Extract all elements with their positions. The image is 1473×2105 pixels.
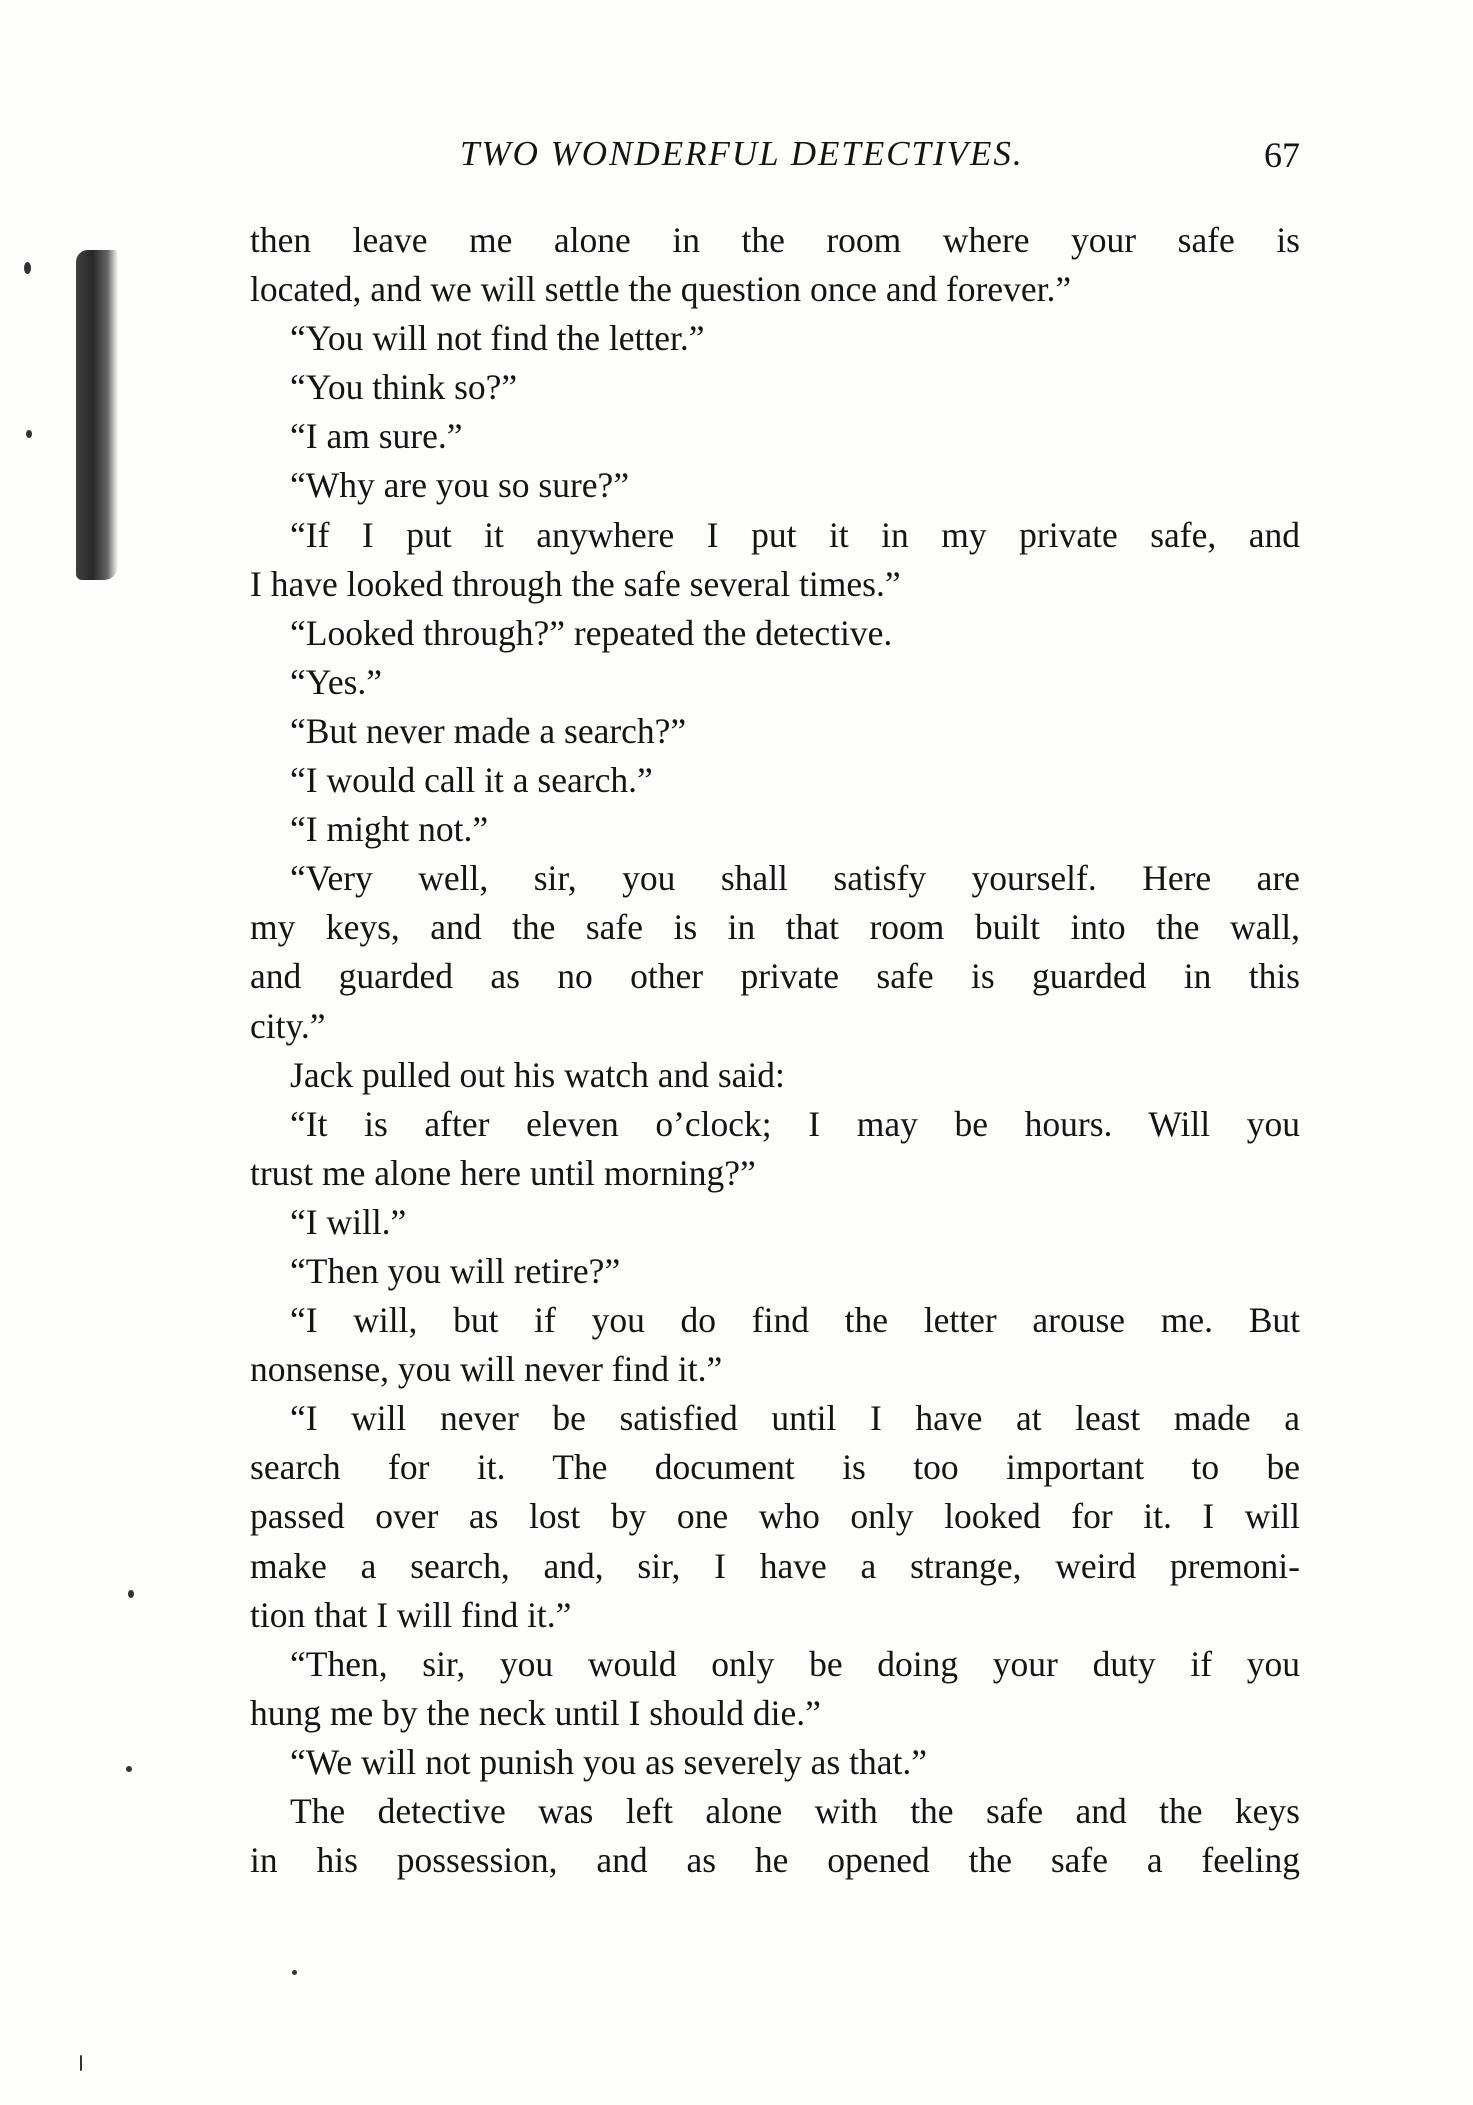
ink-speck	[80, 2055, 82, 2071]
running-header	[250, 134, 1300, 184]
text-line: “You think so?”	[290, 367, 518, 408]
text-line: then leave me alone in the room where your safe is	[250, 220, 1300, 260]
text-line: “We will not punish you as severely as that.”	[290, 1741, 927, 1782]
text-line: “Then you will retire?”	[290, 1250, 621, 1291]
text-line: “But never made a search?”	[290, 710, 687, 751]
text-line: “I would call it a search.”	[290, 760, 653, 801]
body-text	[250, 216, 1300, 1885]
text-line: I have looked through the safe several times.”	[250, 563, 901, 604]
text-line: in his possession, and as he opened the safe a feeling	[250, 1840, 1300, 1881]
text-line: search for it. The document is too important to be	[250, 1447, 1300, 1488]
text-line: “I might not.”	[290, 809, 489, 850]
text-line: located, and we will settle the question once and forever.”	[250, 269, 1072, 310]
ink-speck	[126, 1766, 132, 1772]
binding-shadow	[76, 250, 118, 580]
text-line: “I am sure.”	[290, 416, 463, 457]
text-line: “Looked through?” repeated the detective.	[290, 612, 893, 653]
text-line: passed over as lost by one who only looked for it. I will	[250, 1496, 1300, 1537]
ink-speck	[26, 430, 32, 438]
text-line: “Why are you so sure?”	[290, 465, 630, 506]
text-line: hung me by the neck until I should die.”	[250, 1692, 821, 1733]
page-number: 67	[1264, 135, 1300, 175]
text-line: “I will never be satisfied until I have at least made a	[290, 1398, 1300, 1439]
text-line: tion that I will find it.”	[250, 1594, 572, 1635]
text-line: “I will.”	[290, 1201, 407, 1242]
ink-speck	[24, 262, 31, 274]
text-line: “It is after eleven o’clock; I may be hours. Will you	[290, 1103, 1300, 1144]
text-line: and guarded as no other private safe is guarded in this	[250, 956, 1300, 997]
ink-speck	[128, 1590, 134, 1598]
text-line: city.”	[250, 1005, 326, 1046]
text-line: my keys, and the safe is in that room built into the wall,	[250, 907, 1300, 948]
ink-speck	[292, 1970, 297, 1975]
text-line: “If I put it anywhere I put it in my private safe, and	[290, 514, 1300, 555]
text-line: trust me alone here until morning?”	[250, 1152, 756, 1193]
text-line: Jack pulled out his watch and said:	[290, 1054, 785, 1095]
text-line: “You will not find the letter.”	[290, 318, 705, 359]
running-title: TWO WONDERFUL DETECTIVES.	[460, 134, 1024, 173]
text-line: nonsense, you will never find it.”	[250, 1349, 723, 1390]
text-line: “Then, sir, you would only be doing your duty if you	[290, 1643, 1300, 1684]
text-line: “I will, but if you do find the letter arouse me. But	[290, 1300, 1300, 1341]
text-line: “Very well, sir, you shall satisfy yourself. Here are	[290, 858, 1300, 899]
text-line: The detective was left alone with the safe and the keys	[290, 1791, 1300, 1831]
text-line: make a search, and, sir, I have a strange, weird premoni-	[250, 1545, 1300, 1586]
text-line: “Yes.”	[290, 661, 383, 702]
